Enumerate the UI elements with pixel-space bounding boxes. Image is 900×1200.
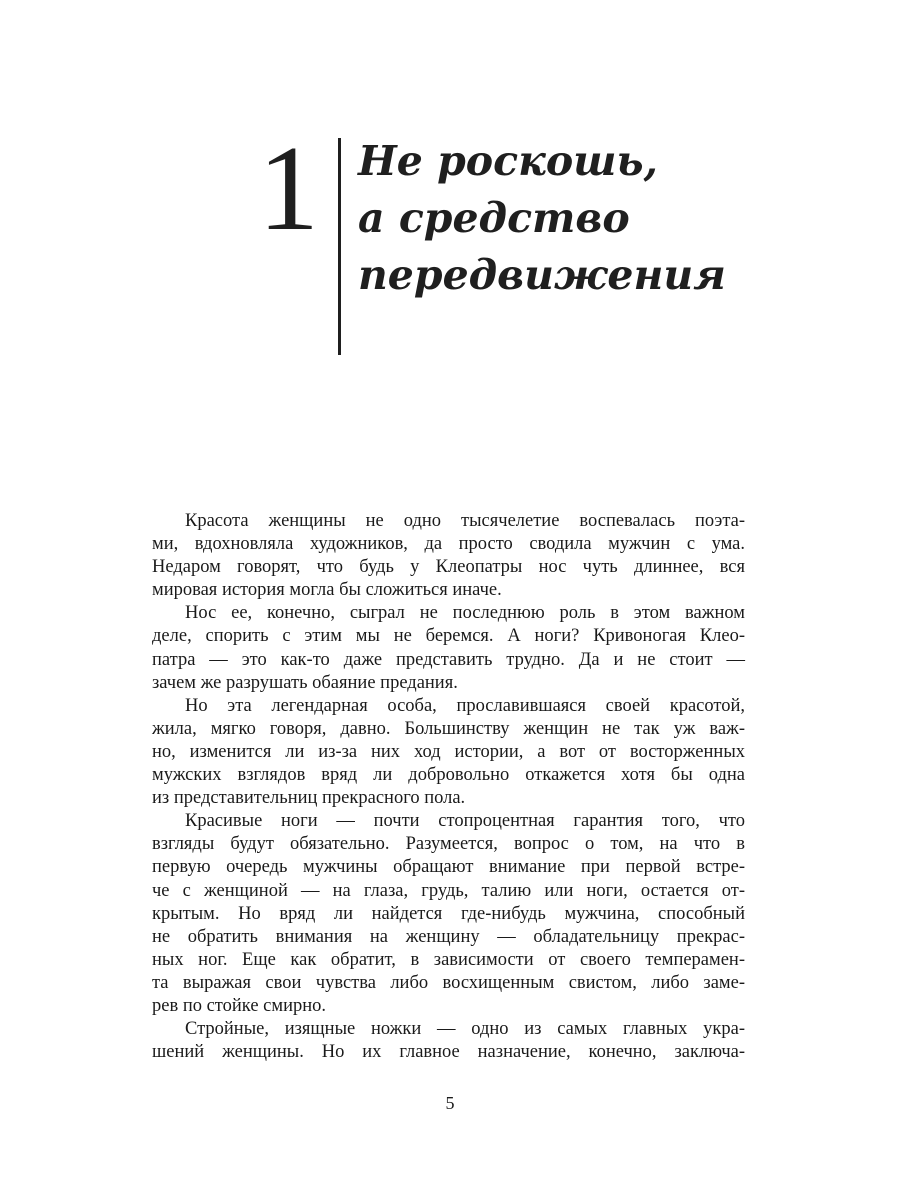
- paragraph-line: не обратить внимания на женщину — обладательницу прекрас-: [152, 926, 745, 947]
- paragraph-line: Недаром говорят, что будь у Клеопатры нос чуть длиннее, вся: [152, 557, 745, 578]
- paragraph-line: та выражая свои чувства либо восхищенным свистом, либо заме-: [152, 972, 745, 993]
- paragraph-line: Нос ее, конечно, сыграл не последнюю роль в этом важном: [185, 603, 745, 624]
- paragraph-line: мировая история могла бы сложиться иначе.: [152, 580, 502, 601]
- chapter-divider-rule: [338, 138, 341, 355]
- paragraph-line: ных ног. Еще как обратит, в зависимости от своего темперамен-: [152, 949, 745, 970]
- paragraph-line: зачем же разрушать обаяние предания.: [152, 672, 458, 693]
- paragraph-line: деле, спорить с этим мы не беремся. А ноги? Кривоногая Клео-: [152, 626, 745, 647]
- paragraph-line: но, изменится ли из-за них ход истории, а вот от восторженных: [152, 741, 745, 762]
- paragraph-line: мужских взглядов вряд ли добровольно откажется хотя бы одна: [152, 765, 745, 786]
- paragraph-line: патра — это как-то даже представить трудно. Да и не стоит —: [152, 649, 745, 670]
- paragraph-line: че с женщиной — на глаза, грудь, талию или ноги, остается от-: [152, 880, 745, 901]
- paragraph-line: взгляды будут обязательно. Разумеется, вопрос о том, на что в: [152, 834, 745, 855]
- paragraph-line: Но эта легендарная особа, прославившаяся своей красотой,: [185, 695, 745, 716]
- paragraph-line: из представительниц прекрасного пола.: [152, 788, 466, 809]
- page-number: 5: [445, 1093, 455, 1113]
- paragraph-line: ми, вдохновляла художников, да просто сводила мужчин с ума.: [152, 534, 745, 555]
- body-text: [152, 510, 745, 1064]
- chapter-title-line: Не роскошь,: [358, 137, 658, 185]
- paragraph-line: Стройные, изящные ножки — одно из самых главных укра-: [185, 1019, 745, 1040]
- chapter-title: [358, 133, 878, 304]
- chapter-title-line: а средство: [358, 194, 630, 242]
- paragraph-line: первую очередь мужчины обращают внимание при первой встре-: [152, 857, 745, 878]
- chapter-title-line: передвижения: [358, 251, 726, 299]
- paragraph-line: Красивые ноги — почти стопроцентная гарантия того, что: [185, 811, 745, 832]
- paragraph-line: крытым. Но вряд ли найдется где-нибудь мужчина, способный: [152, 903, 745, 924]
- paragraph-line: жила, мягко говоря, давно. Большинству женщин не так уж важ-: [152, 718, 745, 739]
- paragraph-line: шений женщины. Но их главное назначение, конечно, заключа-: [152, 1042, 745, 1063]
- paragraph-line: рев по стойке смирно.: [152, 995, 327, 1016]
- paragraph-line: Красота женщины не одно тысячелетие воспевалась поэта-: [185, 511, 745, 531]
- chapter-number: 1: [258, 121, 319, 256]
